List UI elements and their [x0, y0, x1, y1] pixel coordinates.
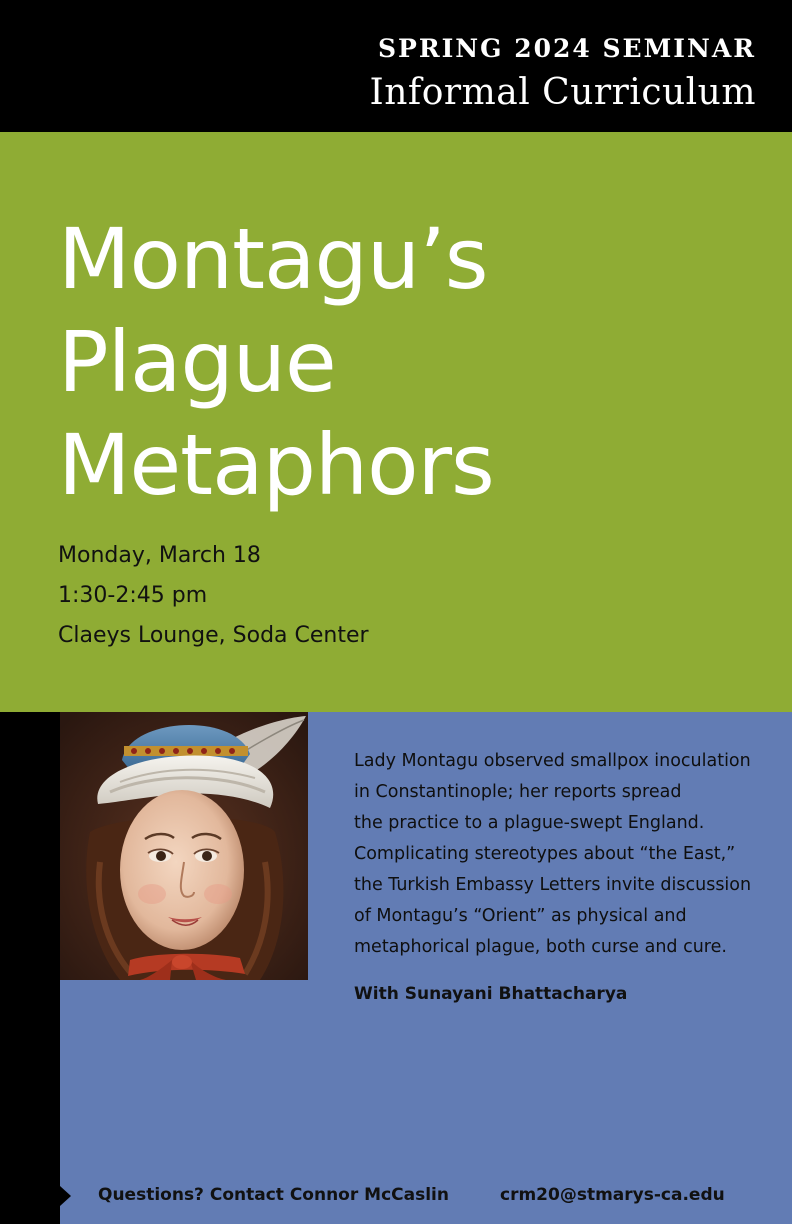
description-line: the Turkish Embassy Letters invite discussion	[354, 875, 752, 895]
event-details	[58, 536, 369, 656]
series-title: Informal Curriculum	[369, 72, 756, 113]
event-time: 1:30-2:45 pm	[58, 583, 208, 608]
event-title-line: Plague	[58, 313, 336, 411]
event-title-line: Montagu’s	[58, 210, 488, 308]
event-description	[354, 746, 774, 963]
speaker-credit: With Sunayani Bhattacharya	[354, 984, 628, 1004]
contact-email[interactable]: crm20@stmarys-ca.edu	[500, 1185, 725, 1205]
header-bar	[0, 0, 792, 132]
event-panel	[0, 132, 792, 712]
portrait-illustration	[60, 712, 308, 980]
event-title	[58, 208, 494, 517]
description-line: the practice to a plague-swept England.	[354, 813, 705, 833]
description-line: metaphorical plague, both curse and cure.	[354, 937, 727, 957]
description-line: Complicating stereotypes about “the East,”	[354, 844, 736, 864]
description-line: of Montagu’s “Orient” as physical and	[354, 906, 687, 926]
description-line: in Constantinople; her reports spread	[354, 782, 682, 802]
event-title-line: Metaphors	[58, 416, 494, 514]
event-date: Monday, March 18	[58, 543, 261, 568]
arrow-marker-icon	[60, 1186, 71, 1206]
description-line: Lady Montagu observed smallpox inoculation	[354, 751, 751, 771]
contact-text: Questions? Contact Connor McCaslin	[98, 1185, 449, 1205]
seminar-kicker: SPRING 2024 SEMINAR	[377, 34, 756, 63]
portrait-image	[60, 712, 308, 980]
event-location: Claeys Lounge, Soda Center	[58, 623, 369, 648]
